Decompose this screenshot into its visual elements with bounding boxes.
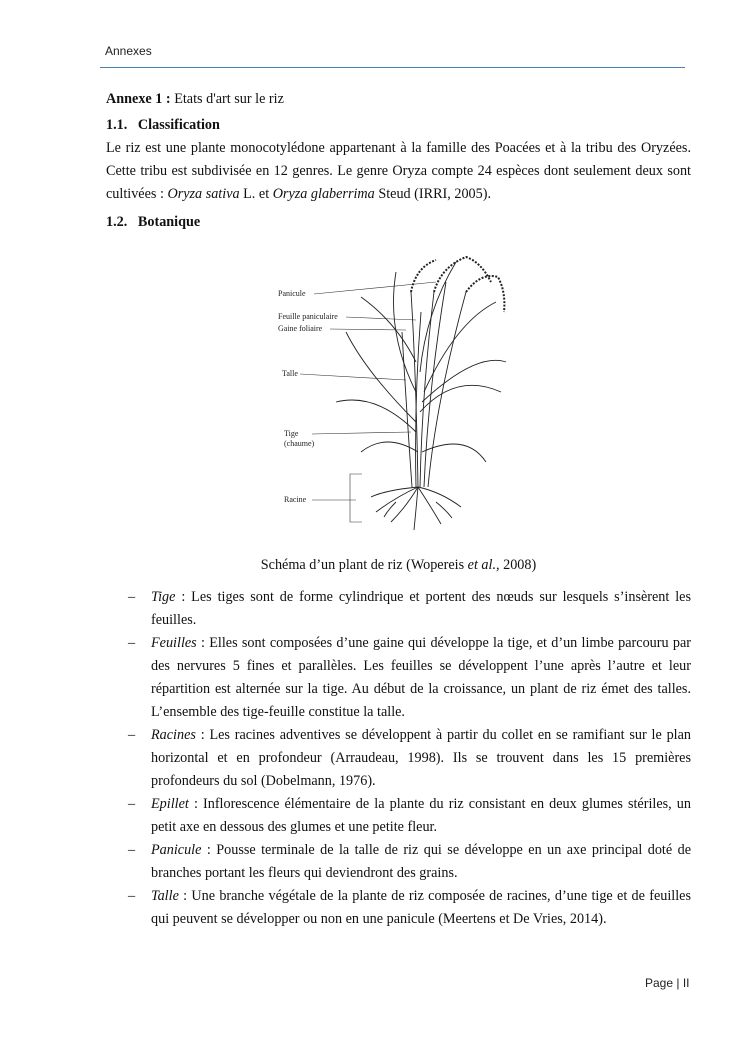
term: Feuilles: [151, 635, 197, 651]
label-talle: Talle: [282, 369, 298, 378]
paragraph-text: Steud (IRRI, 2005).: [374, 186, 492, 202]
term: Tige: [151, 589, 176, 605]
label-feuille-paniculaire: Feuille paniculaire: [278, 312, 338, 321]
list-item: [151, 724, 691, 793]
page-footer: [645, 976, 690, 990]
species-name: Oryza glaberrima: [272, 186, 375, 202]
header-divider: [100, 67, 685, 68]
term: Talle: [151, 888, 179, 904]
definition: : Pousse terminale de la talle de riz qui se développe en un axe principal doté de branches portant les fleurs qui deviendront des grains.: [151, 842, 691, 881]
term: Panicule: [151, 842, 202, 858]
page-label: Page: [645, 976, 674, 990]
definition: : Les tiges sont de forme cylindrique et portent des nœuds sur lesquels s’insèrent les feuilles.: [151, 589, 691, 628]
rice-plant-drawing: [336, 257, 506, 530]
caption-italic: et al.,: [467, 557, 500, 573]
definition: : Elles sont composées d’une gaine qui développe la tige, et d’un limbe parcouru par des nervures 5 fines et parallèles. Les feuilles se développent l’une après l’autre et leur répartition est alternée sur la tige. Au début de la croissance, un plant de riz émet des talles. L’ensemble des tige-feuille constitue la talle.: [151, 635, 691, 720]
section-number: 1.1.: [106, 117, 128, 133]
page-content: [106, 88, 691, 931]
classification-paragraph: [106, 137, 691, 206]
caption-text: 2008): [499, 557, 537, 573]
definition-list: [106, 586, 691, 931]
annex-heading: [106, 88, 691, 111]
list-item: [151, 839, 691, 885]
section-botanique-heading: [106, 211, 691, 234]
list-item: [151, 586, 691, 632]
annex-label: Annexe 1 :: [106, 91, 171, 107]
section-title: Botanique: [137, 214, 201, 230]
page-separator: |: [676, 976, 680, 990]
paragraph-text: Le riz est une plante monocotylédone appartenant à la famille des Poacées et à la tribu des Oryzées. Cette tribu est subdivisée en 12 genres. Le genre Oryza compte 24 espèces dont seulement deux sont cultivées :: [106, 140, 691, 202]
definition: : Les racines adventives se développent à partir du collet en se ramifiant sur le plan horizontal et en profondeur (Arraudeau, 1998). Ils se trouvent dans les 15 premières profondeurs du sol (Dobelmann, 1976).: [151, 727, 691, 789]
running-header: Annexes: [105, 44, 152, 58]
term: Epillet: [151, 796, 189, 812]
rice-plant-figure: [106, 240, 691, 550]
annex-title: Etats d'art sur le riz: [174, 91, 284, 107]
species-name: Oryza sativa: [167, 186, 240, 202]
label-racine: Racine: [284, 495, 307, 504]
label-gaine-foliaire: Gaine foliaire: [278, 324, 323, 333]
page-number: II: [682, 976, 690, 990]
definition: : Une branche végétale de la plante de riz composée de racines, d’une tige et de feuilles qui peuvent se développer ou non en une panicule (Meertens et De Vries, 2014).: [151, 888, 691, 927]
caption-text: Schéma d’un plant de riz (Wopereis: [260, 557, 468, 573]
section-number: 1.2.: [106, 214, 128, 230]
section-classification-heading: [106, 114, 691, 137]
paragraph-text: L. et: [239, 186, 273, 202]
list-item: [151, 885, 691, 931]
list-item: [151, 632, 691, 724]
label-tige: Tige: [284, 429, 299, 438]
figure-caption: [106, 554, 691, 577]
label-panicule: Panicule: [278, 289, 306, 298]
list-item: [151, 793, 691, 839]
term: Racines: [151, 727, 196, 743]
definition: : Inflorescence élémentaire de la plante du riz consistant en deux glumes stériles, un petit axe en dessous des glumes et une petite fleur.: [151, 796, 691, 835]
rice-plant-illustration: [266, 252, 536, 542]
section-title: Classification: [137, 117, 220, 133]
label-chaume: (chaume): [284, 439, 315, 448]
